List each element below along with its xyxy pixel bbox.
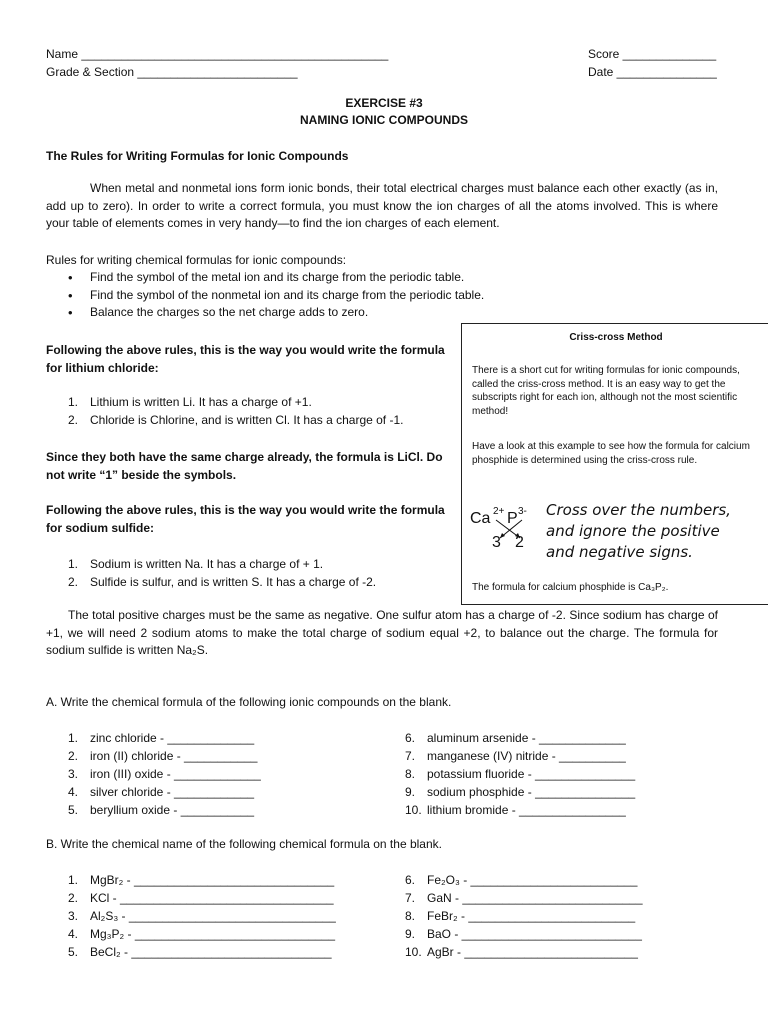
list-item: 3. iron (III) oxide - _____________ (68, 767, 261, 781)
list-item: 10. lithium bromide - ________________ (405, 803, 626, 817)
licl-steps (68, 393, 403, 429)
list-item: 1. Lithium is written Li. It has a charge of +1. (68, 395, 312, 409)
list-item: 2. Chloride is Chlorine, and is written Cl. It has a charge of -1. (68, 413, 404, 427)
list-item: 2. iron (II) chloride - ___________ (68, 749, 258, 763)
exercise-title: EXERCISE #3 (345, 96, 423, 110)
phosphorus-charge: 3- (518, 506, 527, 517)
list-item: 5. beryllium oxide - ___________ (68, 803, 255, 817)
list-item: 1. MgBr₂ - ______________________________ (68, 873, 335, 887)
intro-paragraph: When metal and nonmetal ions form ionic bonds, their total electrical charges must balance each other exactly (as in, add up to zero). In order to write a correct formula, you must know the ion charges of all the atoms involved. This is where your table of elements comes in very handy—to find the ion charges of each element. (46, 181, 718, 230)
rule-item: • Balance the charges so the net charge adds to zero. (68, 304, 484, 322)
list-item: 6. aluminum arsenide - _____________ (405, 731, 626, 745)
list-item: 7. manganese (IV) nitride - __________ (405, 749, 626, 763)
subscript-two: 2 (515, 534, 524, 551)
grade-section-field: Grade & Section ________________________ (46, 65, 298, 79)
list-item: 1. zinc chloride - _____________ (68, 731, 255, 745)
crisscross-box (461, 323, 768, 605)
rule-item: • Find the symbol of the metal ion and its charge from the periodic table. (68, 269, 484, 287)
part-b-right-list (405, 871, 643, 961)
list-item: 2. KCl - ________________________________ (68, 891, 334, 905)
subscript-three: 3 (492, 534, 501, 551)
crisscross-script-3: and negative signs. (546, 543, 693, 561)
crisscross-title: Criss-cross Method (569, 332, 663, 343)
list-item: 2. Sulfide is sulfur, and is written S. It has a charge of -2. (68, 575, 377, 589)
list-item: 7. GaN - ___________________________ (405, 891, 643, 905)
crisscross-diagram (470, 504, 550, 556)
rules-intro: Rules for writing chemical formulas for ionic compounds: (46, 253, 347, 267)
part-a-instruction: A. Write the chemical formula of the following ionic compounds on the blank. (46, 695, 452, 709)
name-field: Name ______________________________________________ (46, 47, 389, 61)
crisscross-paragraph-1: There is a short cut for writing formulas for ionic compounds, called the criss-cross method. It is an easy way to get the subscripts right for each ion, although not the most scientific method! (472, 365, 740, 417)
rule-item: • Find the symbol of the nonmetal ion and its charge from the periodic table. (68, 287, 484, 305)
exercise-subtitle: NAMING IONIC COMPOUNDS (300, 113, 468, 127)
crisscross-paragraph-2: Have a look at this example to see how the formula for calcium phosphide is determined using the criss-cross rule. (472, 441, 750, 466)
na2s-steps (68, 555, 376, 591)
list-item: 6. Fe₂O₃ - _________________________ (405, 873, 638, 887)
part-a-right-list (405, 729, 635, 819)
licl-heading: Following the above rules, this is the way you would write the formula for lithium chloride: (46, 343, 445, 375)
list-item: 10. AgBr - __________________________ (405, 945, 638, 959)
part-a-left-list (68, 729, 261, 819)
part-b-left-list (68, 871, 336, 961)
licl-note: Since they both have the same charge already, the formula is LiCl. Do not write “1” beside the symbols. (46, 450, 443, 482)
list-item: 4. Mg₃P₂ - ______________________________ (68, 927, 336, 941)
date-field: Date _______________ (588, 65, 717, 79)
crisscross-script-1: Cross over the numbers, (546, 501, 731, 519)
score-field: Score ______________ (588, 47, 717, 61)
calcium-symbol: Ca (470, 510, 491, 527)
phosphorus-symbol: P (507, 510, 518, 527)
part-b-instruction: B. Write the chemical name of the following chemical formula on the blank. (46, 837, 442, 851)
list-item: 1. Sodium is written Na. It has a charge of + 1. (68, 557, 324, 571)
crisscross-formula: The formula for calcium phosphide is Ca₃P₂. (472, 582, 669, 593)
rules-heading: The Rules for Writing Formulas for Ionic Compounds (46, 149, 349, 163)
list-item: 9. BaO - ___________________________ (405, 927, 642, 941)
calcium-charge: 2+ (493, 506, 505, 517)
rules-list (68, 269, 484, 322)
list-item: 3. Al₂S₃ - _______________________________ (68, 909, 336, 923)
list-item: 8. FeBr₂ - _________________________ (405, 909, 636, 923)
list-item: 8. potassium fluoride - _______________ (405, 767, 636, 781)
list-item: 5. BeCl₂ - ______________________________ (68, 945, 332, 959)
crisscross-script-2: and ignore the positive (546, 522, 720, 540)
list-item: 4. silver chloride - ____________ (68, 785, 255, 799)
list-item: 9. sodium phosphide - _______________ (405, 785, 636, 799)
na2s-heading: Following the above rules, this is the way you would write the formula for sodium sulfide: (46, 503, 445, 535)
na2s-paragraph: The total positive charges must be the same as negative. One sulfur atom has a charge of -2. Since sodium has charge of +1, we will need 2 sodium atoms to make the total charge of sodium equal +2, to balance out the charge. The formula for sodium sulfide is written Na₂S. (46, 608, 718, 657)
